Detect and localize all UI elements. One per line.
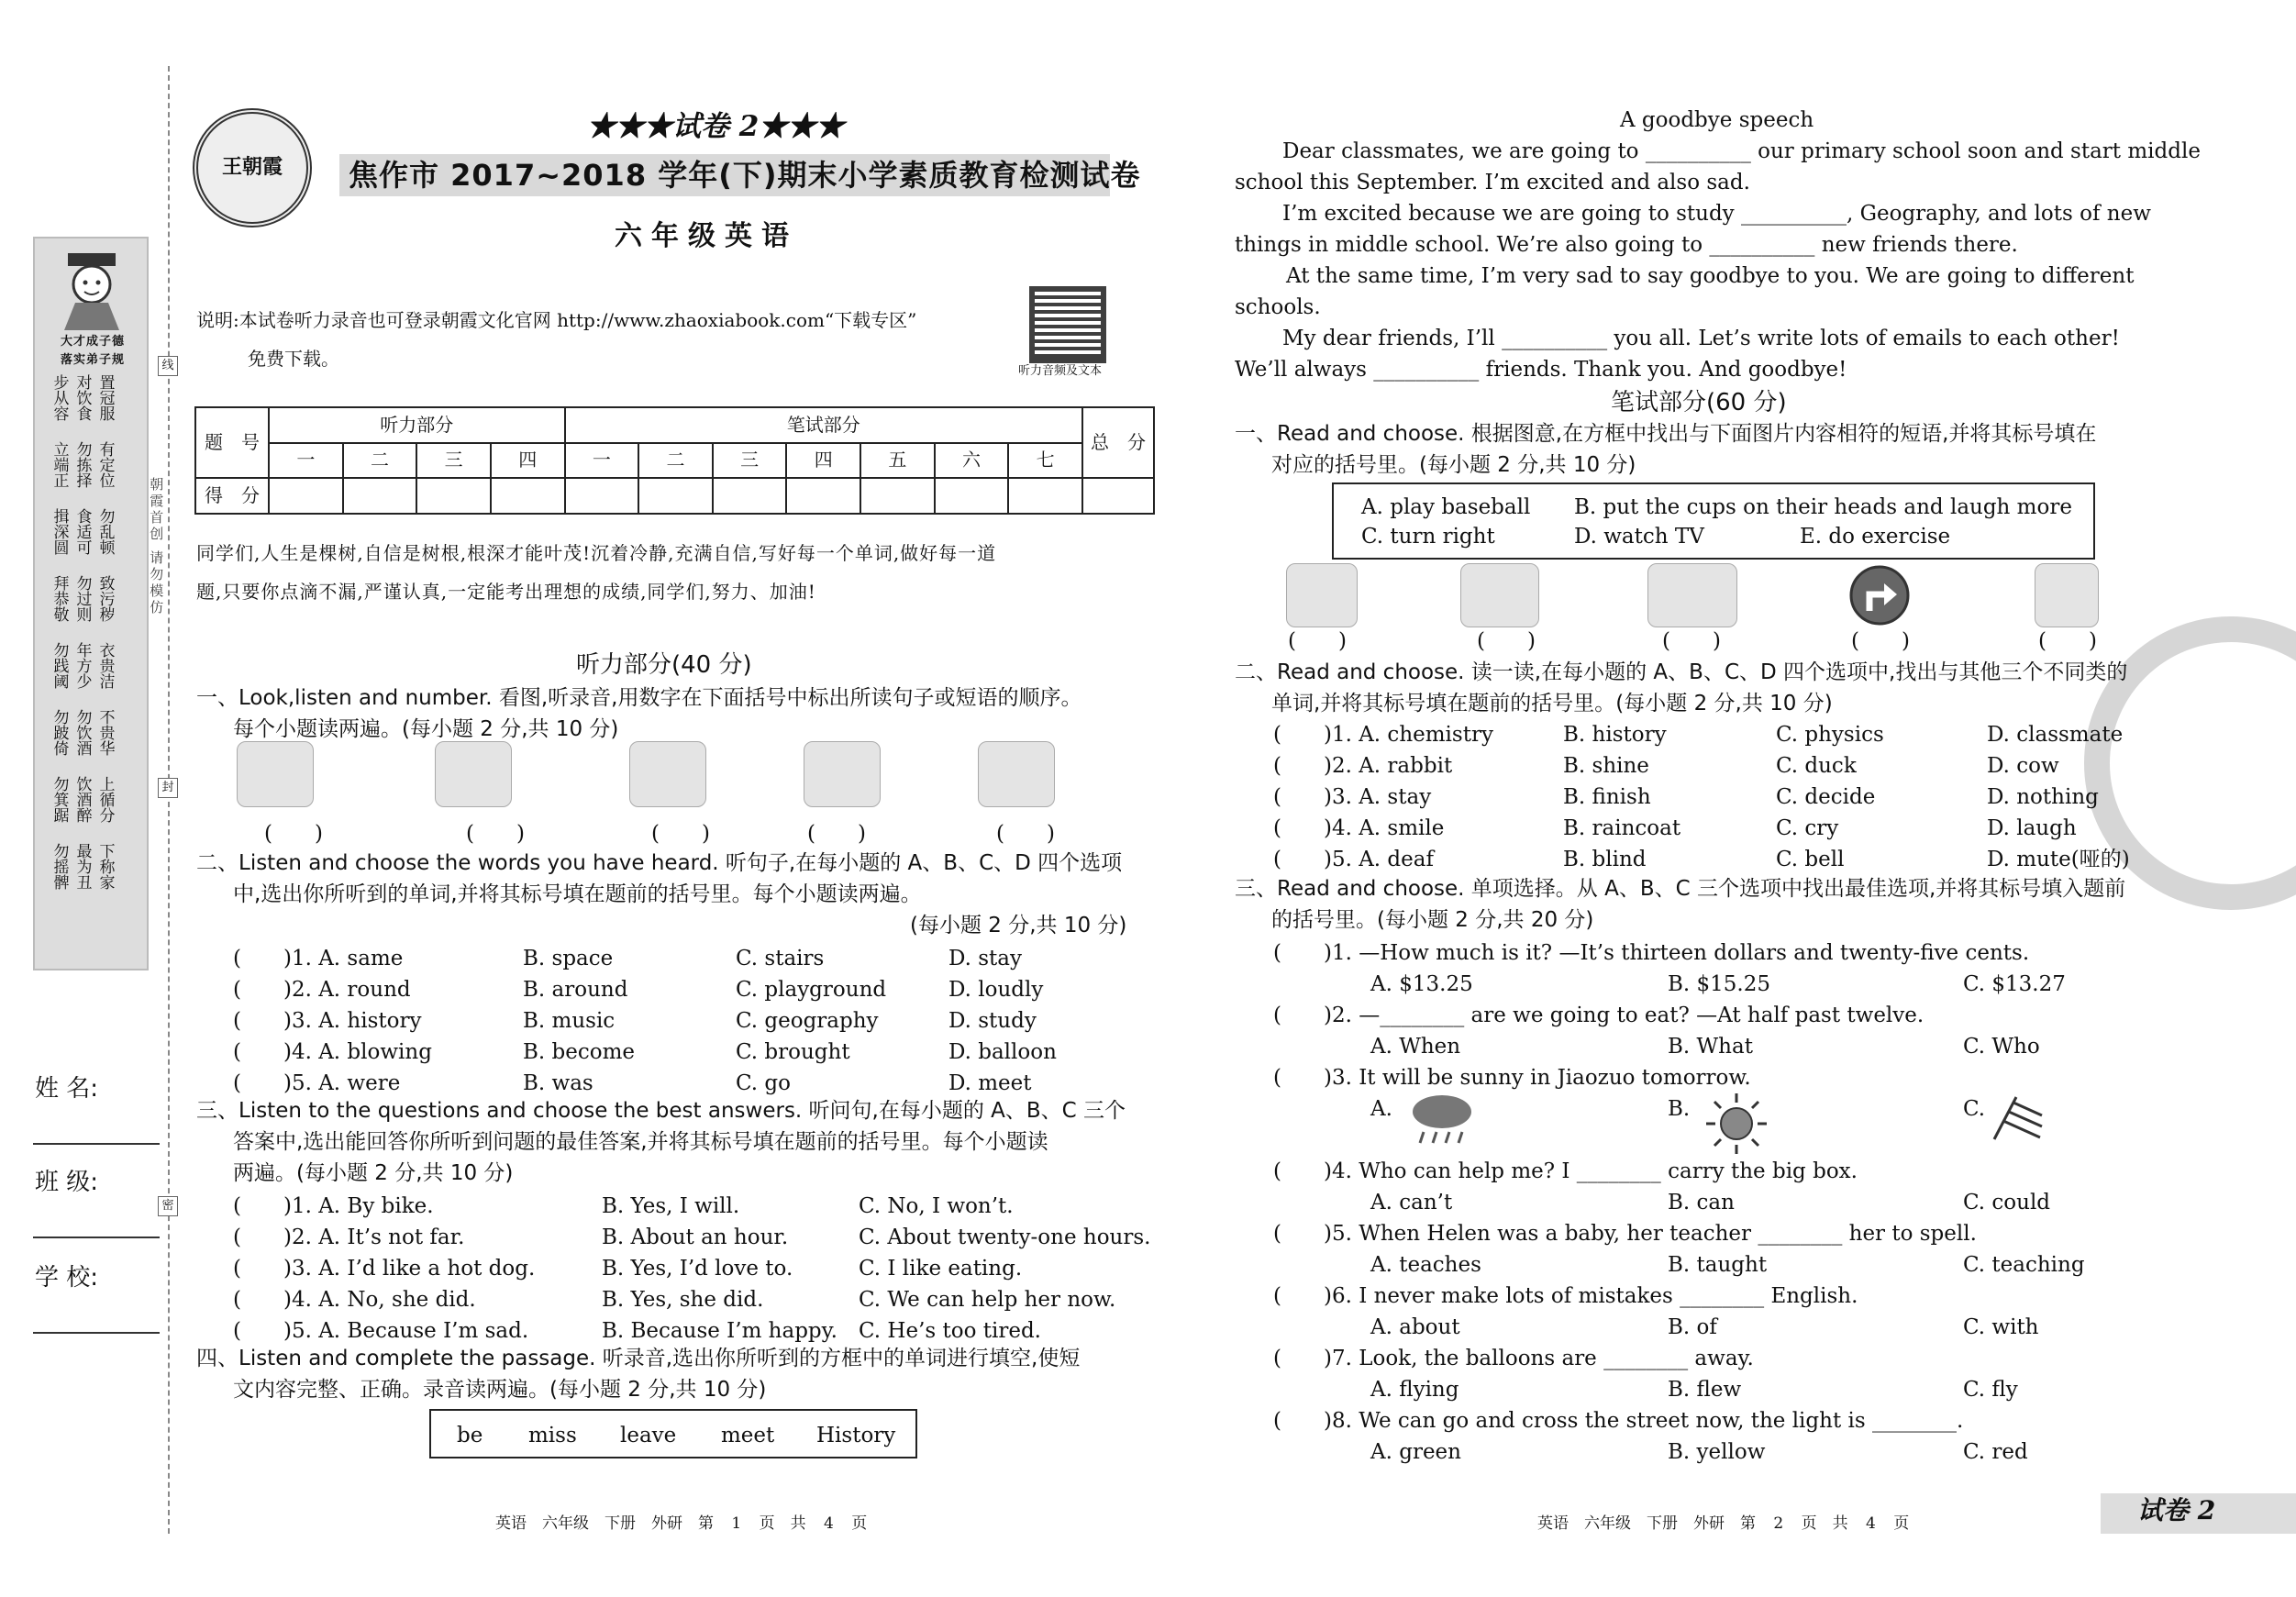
picture-baseball-icon — [1286, 563, 1358, 627]
w2-sub: 单词,并将其标号填在题前的括号里。(每小题 2 分,共 10 分) — [1271, 692, 1833, 715]
listen-col: 三 — [416, 443, 491, 479]
rule-column: 勿饮酒 — [72, 709, 92, 756]
l1-blank[interactable]: ( ) — [996, 822, 1055, 846]
w2-item-1-col3: C. physics — [1776, 723, 1884, 747]
l1-blank[interactable]: ( ) — [264, 822, 323, 846]
name-label: 姓 名: — [35, 1075, 99, 1103]
rule-column: 勿乱顿 — [95, 508, 115, 555]
w3-option-c: C. red — [1963, 1440, 2028, 1464]
l3-item-2-col2: B. About an hour. — [602, 1225, 789, 1249]
note-line-1: 说明:本试卷听力录音也可登录朝霞文化官网 http://www.zhaoxiabook.com“下载专区” — [196, 309, 917, 331]
rules-grid — [48, 374, 139, 890]
passage-title: A goodbye speech — [1620, 108, 1814, 132]
score-cell[interactable] — [269, 478, 343, 514]
l2-item-5-col2: B. was — [523, 1071, 593, 1095]
score-cell[interactable] — [713, 478, 787, 514]
write-col: 七 — [1008, 443, 1082, 479]
w3-option-c: C. $13.27 — [1963, 972, 2066, 996]
score-cell[interactable] — [1082, 478, 1154, 514]
word: be — [457, 1424, 483, 1447]
w3-option-b: B. taught — [1668, 1253, 1768, 1277]
w3-title: 三、Read and choose. 单项选择。从 A、B、C 三个选项中找出最佳选项,并将其标号填入题前 — [1235, 877, 2126, 901]
w1-sub: 对应的括号里。(每小题 2 分,共 10 分) — [1271, 453, 1636, 477]
w1-blank[interactable]: ( ) — [1288, 629, 1347, 653]
write-header: 笔试部分 — [565, 407, 1083, 443]
encourage-line-2: 题,只要你点滴不漏,严谨认真,一定能考出理想的成绩,同学们,努力、加油! — [196, 581, 816, 603]
rule-column: 勿拣择 — [72, 441, 92, 488]
l2-item-1-col4: D. stay — [948, 947, 1022, 970]
l2-sub: 中,选出你所听到的单词,并将其标号填在题前的括号里。每个小题读两遍。 — [233, 882, 922, 906]
rule-column: 下称家 — [95, 843, 115, 890]
w1-title: 一、Read and choose. 根据图意,在方框中找出与下面图片内容相符的短语,并将其标号填在 — [1235, 422, 2097, 446]
w3-option-b: B. can — [1668, 1191, 1735, 1214]
w1-blank[interactable]: ( ) — [1477, 629, 1536, 653]
rule-column: 饮酒醉 — [72, 776, 92, 823]
exam-title: 焦作市 2017~2018 学年(下)期末小学素质教育检测试卷 — [349, 158, 1141, 193]
wind-icon — [1989, 1093, 2046, 1143]
class-field[interactable] — [33, 1237, 160, 1238]
rule-column: 置冠服 — [95, 374, 115, 421]
score-cell[interactable] — [416, 478, 491, 514]
l1-blank[interactable]: ( ) — [651, 822, 710, 846]
w3-option-b: B. of — [1668, 1315, 1717, 1339]
rule-column: 衣贵洁 — [95, 642, 115, 689]
score-cell[interactable] — [638, 478, 713, 514]
rule-column: 拜恭敬 — [50, 575, 69, 622]
l2-item-4-col4: D. balloon — [948, 1040, 1057, 1064]
w2-item-4-col4: D. laugh — [1987, 816, 2077, 840]
l2-item-1-col2: B. space — [523, 947, 614, 970]
w3-question-7[interactable]: ( )7. Look, the balloons are ________ away. — [1273, 1347, 1754, 1370]
paper-tag: ★★★试卷 2★★★ — [587, 110, 845, 143]
w3-option-b: B. What — [1668, 1035, 1753, 1059]
passage-line: things in middle school. We’re also going to __________ new friends there. — [1235, 233, 2018, 257]
phrase-a: A. play baseball — [1361, 495, 1531, 519]
w2-item-5-col2: B. blind — [1563, 848, 1647, 871]
w3-question-1[interactable]: ( )1. —How much is it? —It’s thirteen dollars and twenty-five cents. — [1273, 941, 2030, 965]
listen-col: 四 — [491, 443, 565, 479]
word: meet — [721, 1424, 775, 1447]
school-field[interactable] — [33, 1332, 160, 1334]
w2-item-2-col1[interactable]: ( )2. A. rabbit — [1273, 754, 1453, 778]
w2-item-4-col1[interactable]: ( )4. A. smile — [1273, 816, 1445, 840]
w3-option-a: A. about — [1370, 1315, 1460, 1339]
sun-icon — [1704, 1092, 1769, 1156]
l2-points: (每小题 2 分,共 10 分) — [910, 914, 1127, 937]
rule-column: 勿摇髀 — [50, 843, 69, 890]
rule-column: 年方少 — [72, 642, 92, 689]
score-cell[interactable] — [491, 478, 565, 514]
w3-option-b: B. yellow — [1668, 1440, 1766, 1464]
phrase-d: D. watch TV — [1574, 525, 1704, 549]
footer-left: 英语 六年级 下册 外研 第 1 页 共 4 页 — [495, 1514, 868, 1533]
picture-cook-icon — [804, 741, 881, 807]
w2-item-5-col3: C. bell — [1776, 848, 1845, 871]
w3-option-c: C. fly — [1963, 1378, 2018, 1402]
passage-line: school this September. I’m excited and also sad. — [1235, 171, 1750, 194]
corner-tag: 试卷 2 — [2137, 1495, 2216, 1525]
encourage-line-1: 同学们,人生是棵树,自信是树根,根深才能叶茂!沉着冷静,充满自信,写好每一个单词,做好每一道 — [196, 542, 997, 564]
name-field[interactable] — [33, 1143, 160, 1145]
listen-col: 二 — [343, 443, 417, 479]
score-cell[interactable] — [860, 478, 935, 514]
passage-line: We’ll always __________ friends. Thank you. And goodbye! — [1235, 358, 1847, 382]
w3-question-2[interactable]: ( )2. —________ are we going to eat? —At half past twelve. — [1273, 1004, 1924, 1027]
l2-item-3-col3: C. geography — [736, 1009, 879, 1033]
rule-column: 不贵华 — [95, 709, 115, 756]
l1-blank[interactable]: ( ) — [807, 822, 866, 846]
w2-item-1-col2: B. history — [1563, 723, 1667, 747]
l2-item-2-col2: B. around — [523, 978, 628, 1002]
score-cell[interactable] — [786, 478, 860, 514]
cut-mark-3: 密 — [158, 1196, 178, 1216]
w2-item-4-col2: B. raincoat — [1563, 816, 1681, 840]
turn-right-sign-icon — [1847, 563, 1912, 627]
l3-item-5-col3: C. He’s too tired. — [859, 1319, 1041, 1343]
w3-option-b: B. $15.25 — [1668, 972, 1771, 996]
rain-cloud-icon — [1409, 1092, 1475, 1148]
w1-blank[interactable]: ( ) — [1662, 629, 1721, 653]
logo-text: 王朝霞 — [221, 155, 283, 179]
passage-line: At the same time, I’m very sad to say goodbye to you. We are going to different — [1286, 264, 2135, 288]
motto-line-1: 大才成子德 — [60, 335, 125, 349]
w3-option-a: A. — [1370, 1097, 1392, 1121]
phrase-e: E. do exercise — [1800, 525, 1951, 549]
l3-item-3-col3: C. I like eating. — [859, 1257, 1023, 1281]
w2-item-3-col3: C. decide — [1776, 785, 1876, 809]
w2-item-2-col3: C. duck — [1776, 754, 1857, 778]
l2-item-5-col3: C. go — [736, 1071, 791, 1095]
w3-question-6[interactable]: ( )6. I never make lots of mistakes ________ English. — [1273, 1284, 1858, 1308]
w3-option-c: C. teaching — [1963, 1253, 2085, 1277]
word: miss — [528, 1424, 577, 1447]
listening-heading: 听力部分(40 分) — [576, 651, 752, 679]
l2-item-3-col4: D. study — [948, 1009, 1037, 1033]
word: leave — [620, 1424, 677, 1447]
writing-heading: 笔试部分(60 分) — [1611, 389, 1787, 416]
w2-item-3-col1[interactable]: ( )3. A. stay — [1273, 785, 1432, 809]
picture-party-icon — [978, 741, 1055, 807]
rule-column: 对饮食 — [72, 374, 92, 421]
l3-item-1-col2: B. Yes, I will. — [602, 1194, 740, 1218]
l3-item-5-col1[interactable]: ( )5. A. Because I’m sad. — [233, 1319, 529, 1343]
w3-sub: 的括号里。(每小题 2 分,共 20 分) — [1271, 908, 1594, 932]
w3-question-3[interactable]: ( )3. It will be sunny in Jiaozuo tomorrow. — [1273, 1066, 1751, 1090]
phrase-box — [1332, 482, 2095, 560]
w3-option-a: A. green — [1370, 1440, 1461, 1464]
l2-item-5-col4: D. meet — [948, 1071, 1032, 1095]
w2-item-2-col4: D. cow — [1987, 754, 2059, 778]
l3-item-3-col2: B. Yes, I’d love to. — [602, 1257, 793, 1281]
write-col: 二 — [638, 443, 713, 479]
w3-question-5[interactable]: ( )5. When Helen was a baby, her teacher ________ her to spell. — [1273, 1222, 1977, 1246]
write-col: 四 — [786, 443, 860, 479]
score-label: 得 分 — [195, 478, 269, 514]
w2-item-5-col4: D. mute(哑的) — [1987, 848, 2130, 871]
w2-item-4-col3: C. cry — [1776, 816, 1839, 840]
sidebar — [33, 237, 149, 970]
rule-column: 食适可 — [72, 508, 92, 555]
qr-code-icon[interactable] — [1029, 286, 1106, 363]
w3-option-a: A. $13.25 — [1370, 972, 1473, 996]
rule-column: 勿箕踞 — [50, 776, 69, 823]
l2-item-3-col2: B. music — [523, 1009, 616, 1033]
word: History — [816, 1424, 896, 1447]
w3-question-4[interactable]: ( )4. Who can help me? I ________ carry the big box. — [1273, 1159, 1858, 1183]
passage-line: Dear classmates, we are going to __________ our primary school soon and start middle — [1282, 139, 2201, 163]
rule-column: 勿跛倚 — [50, 709, 69, 756]
l3-item-4-col3: C. We can help her now. — [859, 1288, 1116, 1312]
score-cell[interactable] — [565, 478, 639, 514]
w2-item-1-col1[interactable]: ( )1. A. chemistry — [1273, 723, 1493, 747]
write-col: 五 — [860, 443, 935, 479]
phrase-b: B. put the cups on their heads and laugh more — [1574, 495, 2072, 519]
class-label: 班 级: — [35, 1169, 99, 1196]
w2-item-3-col2: B. finish — [1563, 785, 1651, 809]
q-label: 题 号 — [195, 407, 269, 478]
l3-sub1: 答案中,选出能回答你所听到问题的最佳答案,并将其标号填在题前的括号里。每个小题读 — [233, 1130, 1048, 1154]
l3-item-4-col1[interactable]: ( )4. A. No, she did. — [233, 1288, 476, 1312]
write-col: 一 — [565, 443, 639, 479]
picture-study-icon — [237, 741, 314, 807]
w3-option-b: B. — [1668, 1097, 1691, 1121]
l2-title: 二、Listen and choose the words you have heard. 听句子,在每小题的 A、B、C、D 四个选项 — [196, 851, 1123, 875]
scholar-mascot-icon — [51, 250, 132, 332]
w3-option-a: A. flying — [1370, 1378, 1459, 1402]
l4-title: 四、Listen and complete the passage. 听录音,选出你所听到的方框中的单词进行填空,使短 — [196, 1347, 1081, 1370]
l3-item-2-col1[interactable]: ( )2. A. It’s not far. — [233, 1225, 465, 1249]
passage-line: I’m excited because we are going to study __________, Geography, and lots of new — [1282, 202, 2151, 226]
picture-bike-icon — [629, 741, 706, 807]
write-col: 三 — [713, 443, 787, 479]
w3-option-c: C. could — [1963, 1191, 2051, 1214]
w3-option-b: B. flew — [1668, 1378, 1742, 1402]
listen-header: 听力部分 — [269, 407, 565, 443]
l3-item-3-col1[interactable]: ( )3. A. I’d like a hot dog. — [233, 1257, 536, 1281]
l1-sub: 每个小题读两遍。(每小题 2 分,共 10 分) — [233, 717, 619, 741]
l3-item-1-col3: C. No, I won’t. — [859, 1194, 1014, 1218]
score-table — [194, 406, 1155, 515]
rule-column: 揖深圆 — [50, 508, 69, 555]
qr-caption: 听力音频及文本 — [1018, 364, 1103, 378]
l2-item-1-col1[interactable]: ( )1. A. same — [233, 947, 404, 970]
phrase-c: C. turn right — [1361, 525, 1495, 549]
l3-item-1-col1[interactable]: ( )1. A. By bike. — [233, 1194, 434, 1218]
rule-column: 勿过则 — [72, 575, 92, 622]
note-line-2: 免费下载。 — [248, 348, 339, 370]
side-note: 朝霞首创 请勿模仿 — [148, 477, 165, 616]
score-cell[interactable] — [1008, 478, 1082, 514]
rule-column: 致污秽 — [95, 575, 115, 622]
listen-col: 一 — [269, 443, 343, 479]
picture-exercise-icon — [2035, 563, 2099, 627]
score-cell[interactable] — [935, 478, 1009, 514]
l2-item-3-col1[interactable]: ( )3. A. history — [233, 1009, 422, 1033]
word-box — [429, 1409, 917, 1458]
w1-blank[interactable]: ( ) — [1851, 629, 1910, 653]
picture-table-icon — [435, 741, 512, 807]
rule-column: 勿践阈 — [50, 642, 69, 689]
passage-line: My dear friends, I’ll __________ you all. Let’s write lots of emails to each other! — [1282, 327, 2120, 350]
w3-option-a: A. can’t — [1370, 1191, 1453, 1214]
rule-column: 上循分 — [95, 776, 115, 823]
w3-option-c: C. Who — [1963, 1035, 2040, 1059]
picture-cups-icon — [1647, 563, 1737, 627]
score-cell[interactable] — [343, 478, 417, 514]
w3-question-8[interactable]: ( )8. We can go and cross the street now, the light is ________. — [1273, 1409, 1964, 1433]
l2-item-4-col3: C. brought — [736, 1040, 850, 1064]
l1-title: 一、Look,listen and number. 看图,听录音,用数字在下面括号中标出所读句子或短语的顺序。 — [196, 686, 1082, 710]
w3-option-a: A. When — [1370, 1035, 1461, 1059]
l2-item-5-col1[interactable]: ( )5. A. were — [233, 1071, 401, 1095]
w2-item-1-col4: D. classmate — [1987, 723, 2124, 747]
picture-tv-icon — [1460, 563, 1539, 627]
l2-item-2-col3: C. playground — [736, 978, 887, 1002]
w1-blank[interactable]: ( ) — [2038, 629, 2097, 653]
w2-item-3-col4: D. nothing — [1987, 785, 2099, 809]
w3-option-c: C. with — [1963, 1315, 2039, 1339]
subject-title: 六年级英语 — [615, 220, 798, 252]
l3-sub2: 两遍。(每小题 2 分,共 10 分) — [233, 1161, 514, 1185]
rule-column: 最为丑 — [72, 843, 92, 890]
l1-blank[interactable]: ( ) — [466, 822, 525, 846]
passage-line: schools. — [1235, 295, 1321, 319]
l4-sub: 文内容完整、正确。录音读两遍。(每小题 2 分,共 10 分) — [233, 1378, 767, 1402]
w3-option-c: C. — [1963, 1097, 1986, 1121]
l2-item-2-col1[interactable]: ( )2. A. round — [233, 978, 411, 1002]
rule-column: 立端正 — [50, 441, 69, 488]
l3-item-2-col3: C. About twenty-one hours. — [859, 1225, 1151, 1249]
publisher-logo — [193, 108, 312, 227]
l2-item-4-col2: B. become — [523, 1040, 636, 1064]
rule-column: 步从容 — [50, 374, 69, 421]
l2-item-1-col3: C. stairs — [736, 947, 825, 970]
l3-title: 三、Listen to the questions and choose the best answers. 听问句,在每小题的 A、B、C 三个 — [196, 1099, 1126, 1123]
l3-item-4-col2: B. Yes, she did. — [602, 1288, 764, 1312]
motto-line-2: 落实弟子规 — [60, 353, 125, 367]
w2-item-2-col2: B. shine — [1563, 754, 1649, 778]
w2-item-5-col1[interactable]: ( )5. A. deaf — [1273, 848, 1434, 871]
l2-item-2-col4: D. loudly — [948, 978, 1044, 1002]
l2-item-4-col1[interactable]: ( )4. A. blowing — [233, 1040, 432, 1064]
w2-title: 二、Read and choose. 读一读,在每小题的 A、B、C、D 四个选项中,找出与其他三个不同类的 — [1235, 660, 2128, 684]
w3-option-a: A. teaches — [1370, 1253, 1481, 1277]
write-col: 六 — [935, 443, 1009, 479]
total-header: 总 分 — [1082, 407, 1154, 478]
school-label: 学 校: — [35, 1264, 99, 1292]
cut-line — [168, 66, 170, 1534]
corner-tag-bar — [2101, 1493, 2296, 1534]
rule-column: 有定位 — [95, 441, 115, 488]
cut-mark-2: 封 — [158, 778, 178, 798]
footer-right: 英语 六年级 下册 外研 第 2 页 共 4 页 — [1537, 1514, 1910, 1533]
cut-mark-1: 线 — [158, 356, 178, 376]
l3-item-5-col2: B. Because I’m happy. — [602, 1319, 837, 1343]
